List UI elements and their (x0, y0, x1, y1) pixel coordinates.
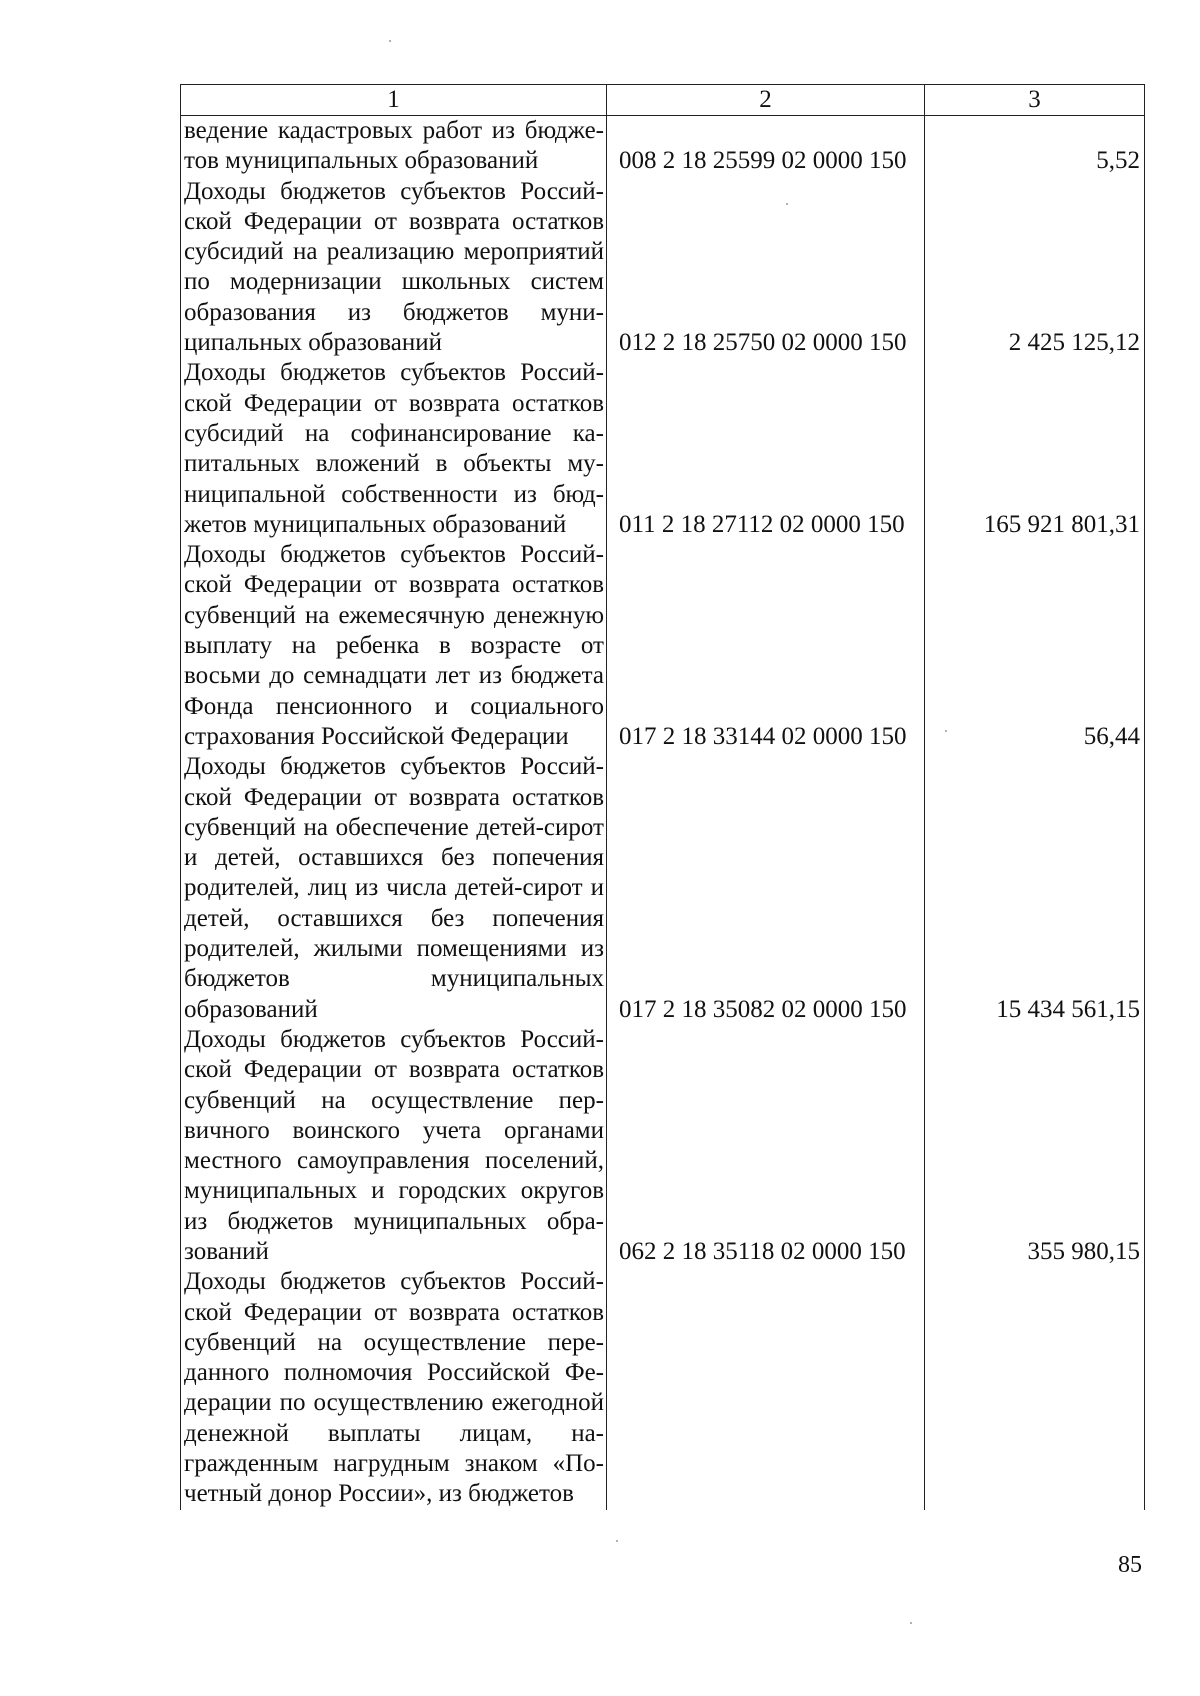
table-row (181, 177, 1145, 359)
row-budget-code: 008 2 18 25599 02 0000 150 (607, 116, 925, 177)
page-number: 85 (1118, 1552, 1142, 1578)
row-amount (925, 1267, 1145, 1509)
table-header-row (181, 85, 1145, 116)
row-amount: 56,44 (925, 540, 1145, 752)
table-row (181, 358, 1145, 540)
scan-speck (786, 203, 788, 205)
scan-speck (945, 730, 947, 732)
row-description: Доходы бюджетов субъектов Российской Федерации от возврата остатков субвенций на ежемесячную денежную выплату на ребенка в возрасте от восьми до семнадцати лет из бюджета Фонда пенсионного и социального страхования Российской Федерации (181, 540, 607, 752)
row-budget-code (607, 1267, 925, 1509)
row-description: Доходы бюджетов субъектов Российской Федерации от возврата остатков субвенций на обеспечение детей-сирот и детей, оставшихся без попечения родителей, лиц из числа детей-сирот и детей, оставшихся без попечения родителей, жилыми помещениями из бюджетов муниципальных образований (181, 752, 607, 1025)
row-amount: 355 980,15 (925, 1025, 1145, 1267)
scan-speck (910, 1622, 912, 1624)
table-row (181, 116, 1145, 177)
table-row (181, 540, 1145, 752)
row-budget-code: 012 2 18 25750 02 0000 150 (607, 177, 925, 359)
row-description: Доходы бюджетов субъектов Российской Федерации от возврата остатков субвенций на осуществление переданного полномочия Российской Федерации по осуществлению ежегодной денежной выплаты лицам, награжденным нагрудным знаком «Почетный донор России», из бюджетов (181, 1267, 607, 1509)
row-budget-code: 062 2 18 35118 02 0000 150 (607, 1025, 925, 1267)
scan-speck (389, 40, 391, 42)
row-budget-code: 011 2 18 27112 02 0000 150 (607, 358, 925, 540)
table-row (181, 1267, 1145, 1509)
table-row (181, 752, 1145, 1025)
row-budget-code: 017 2 18 35082 02 0000 150 (607, 752, 925, 1025)
row-amount: 2 425 125,12 (925, 177, 1145, 359)
column-header-2: 2 (607, 85, 925, 116)
row-description: Доходы бюджетов субъектов Российской Федерации от возврата остатков субсидий на реализацию мероприятий по модернизации школьных систем образования из бюджетов муниципальных образований (181, 177, 607, 359)
row-amount: 165 921 801,31 (925, 358, 1145, 540)
column-header-3: 3 (925, 85, 1145, 116)
row-amount: 5,52 (925, 116, 1145, 177)
scan-speck (616, 1540, 618, 1542)
row-description: Доходы бюджетов субъектов Российской Федерации от возврата остатков субсидий на софинансирование капитальных вложений в объекты муниципальной собственности из бюджетов муниципальных образований (181, 358, 607, 540)
row-budget-code: 017 2 18 33144 02 0000 150 (607, 540, 925, 752)
row-description: ведение кадастровых работ из бюджетов муниципальных образований (181, 116, 607, 177)
table-row (181, 1025, 1145, 1267)
row-description: Доходы бюджетов субъектов Российской Федерации от возврата остатков субвенций на осуществление первичного воинского учета органами местного самоуправления поселений, муниципальных и городских округов из бюджетов муниципальных образований (181, 1025, 607, 1267)
column-header-1: 1 (181, 85, 607, 116)
row-amount: 15 434 561,15 (925, 752, 1145, 1025)
budget-revenue-table (180, 84, 1145, 1510)
